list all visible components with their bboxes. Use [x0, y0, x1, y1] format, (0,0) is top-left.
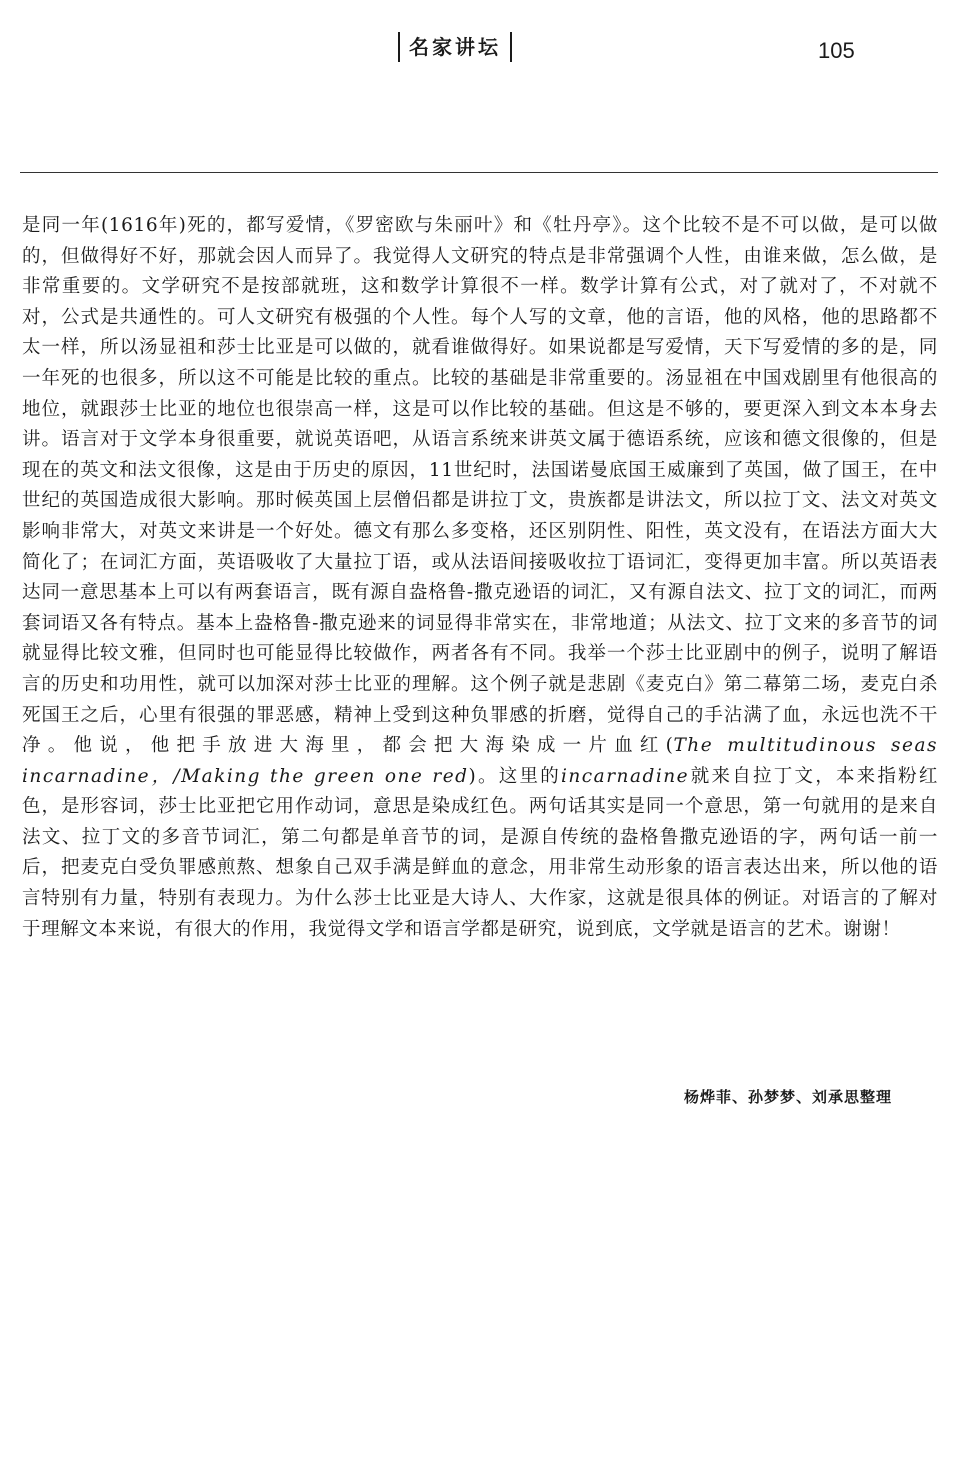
article-text-part-2: )。这里的 — [468, 765, 561, 787]
english-term: incarnadine — [560, 765, 690, 787]
article-text-part-3: 就来自拉丁文，本来指粉红色，是形容词，莎士比亚把它用作动词，意思是染成红色。两句话其实是同一个意思，第一句就用的是来自法文、拉丁文的多音节词汇，第二句都是单音节的词，是源自传统的盎格鲁撒克逊语的字，两句话一前一后，把麦克白受负罪感煎熬、想象自己双手满是鲜血的意念，用非常生动形象的语言表达出来，所以他的语言特别有力量，特别有表现力。为什么莎士比亚是大诗人、大作家，这就是很具体的例证。对语言的了解对于理解文本来说，有很大的作用，我觉得文学和语言学都是研究，说到底，文学就是语言的艺术。谢谢！ — [22, 765, 939, 940]
section-title: 名家讲坛 — [398, 32, 512, 62]
page-number: 105 — [818, 38, 855, 63]
page-header — [0, 0, 958, 176]
article-text-part-1: 是同一年(1616年)死的，都写爱情，《罗密欧与朱丽叶》和《牡丹亭》。这个比较不是不可以做，是可以做的，但做得好不好，那就会因人而异了。我觉得人文研究的特点是非常强调个人性，由谁来做，怎么做，是非常重要的。文学研究不是按部就班，这和数学计算很不一样。数学计算有公式，对了就对了，不对就不对，公式是共通性的。可人文研究有极强的个人性。每个人写的文章，他的言语，他的风格，他的思路都不太一样，所以汤显祖和莎士比亚是可以做的，就看谁做得好。如果说都是写爱情，天下写爱情的多的是，同一年死的也很多，所以这不可能是比较的重点。比较的基础是非常重要的。汤显祖在中国戏剧里有他很高的地位，就跟莎士比亚的地位也很崇高一样，这是可以作比较的基础。但这是不够的，要更深入到文本本身去讲。语言对于文学本身很重要，就说英语吧，从语言系统来讲英文属于德语系统，应该和德文很像的，但是现在的英文和法文很像，这是由于历史的原因，11世纪时，法国诺曼底国王威廉到了英国，做了国王，在中世纪的英国造成很大影响。那时候英国上层僧侣都是讲拉丁文，贵族都是讲法文，所以拉丁文、法文对英文影响非常大，对英文来讲是一个好处。德文有那么多变格，还区别阴性、阳性，英文没有，在语法方面大大简化了；在词汇方面，英语吸收了大量拉丁语，或从法语间接吸收拉丁语词汇，变得更加丰富。所以英语表达同一意思基本上可以有两套语言，既有源自盎格鲁-撒克逊语的词汇，又有源自法文、拉丁文的词汇，而两套词语又各有特点。基本上盎格鲁-撒克逊来的词显得非常实在，非常地道；从法文、拉丁文来的多音节的词就显得比较文雅，但同时也可能显得比较做作，两者各有不同。我举一个莎士比亚剧中的例子，说明了解语言的历史和功用性，就可以加深对莎士比亚的理解。这个例子就是悲剧《麦克白》第二幕第二场，麦克白杀死国王之后，心里有很强的罪恶感，精神上受到这种负罪感的折磨，觉得自己的手沾满了血，永远也洗不干净。他说，他把手放进大海里，都会把大海染成一片血红( — [22, 215, 938, 757]
english-quote: The multitudinous seas incarnadine，/Making the green one red — [22, 735, 938, 787]
header-divider — [20, 172, 938, 173]
editor-credits: 杨烨菲、孙梦梦、刘承思整理 — [683, 1088, 892, 1106]
article-body — [22, 211, 938, 945]
